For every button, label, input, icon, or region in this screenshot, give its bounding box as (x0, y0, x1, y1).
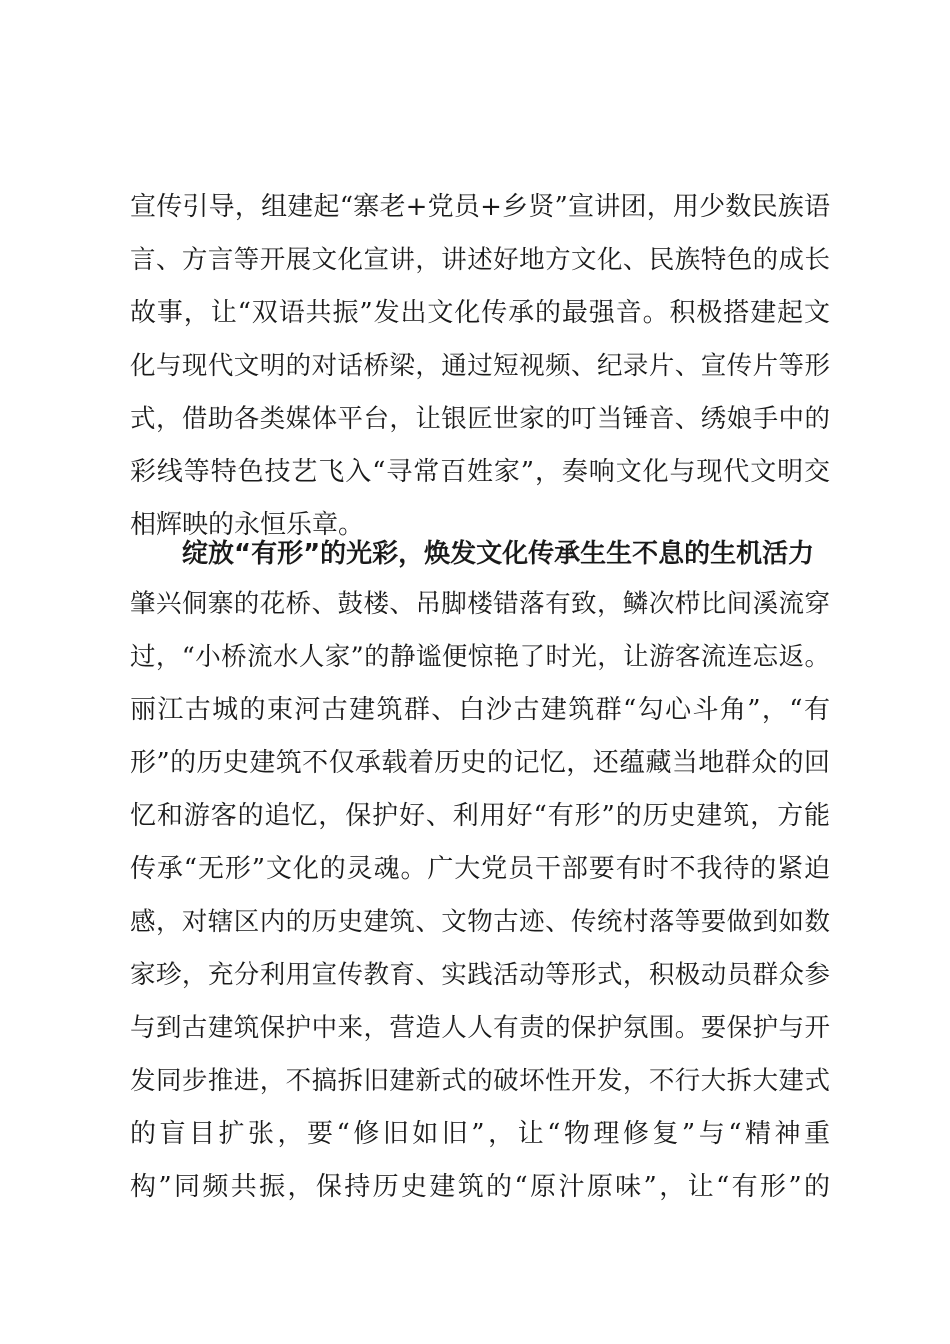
paragraph-line: 传承“无形”文化的灵魂。广大党员干部要有时不我待的紧迫 (130, 854, 830, 884)
paragraph-line: 构”同频共振，保持历史建筑的“原汁原味”，让“有形”的 (130, 1172, 830, 1202)
paragraph-1 (130, 181, 830, 552)
paragraph-line: 家珍，充分利用宣传教育、实践活动等形式，积极动员群众参 (130, 960, 830, 990)
paragraph-line: 化与现代文明的对话桥梁，通过短视频、纪录片、宣传片等形 (130, 351, 830, 381)
paragraph-line: 的盲目扩张，要“修旧如旧”，让“物理修复”与“精神重 (130, 1119, 830, 1149)
paragraph-line: 肇兴侗寨的花桥、鼓楼、吊脚楼错落有致，鳞次栉比间溪流穿 (130, 589, 830, 619)
paragraph-line: 过，“小桥流水人家”的静谧便惊艳了时光，让游客流连忘返。 (130, 642, 830, 672)
paragraph-line: 与到古建筑保护中来，营造人人有责的保护氛围。要保护与开 (130, 1013, 830, 1043)
paragraph-line: 丽江古城的束河古建筑群、白沙古建筑群“勾心斗角”，“有 (130, 695, 830, 725)
paragraph-line: 感，对辖区内的历史建筑、文物古迹、传统村落等要做到如数 (130, 907, 830, 937)
paragraph-line: 彩线等特色技艺飞入“寻常百姓家”，奏响文化与现代文明交 (130, 457, 830, 487)
paragraph-line: 忆和游客的追忆，保护好、利用好“有形”的历史建筑，方能 (130, 801, 830, 831)
paragraph-line: 发同步推进，不搞拆旧建新式的破坏性开发，不行大拆大建式 (130, 1066, 830, 1096)
paragraph-line: 形”的历史建筑不仅承载着历史的记忆，还蕴藏当地群众的回 (130, 748, 830, 778)
paragraph-line: 言、方言等开展文化宣讲，讲述好地方文化、民族特色的成长 (130, 245, 830, 275)
paragraph-line: 故事，让“双语共振”发出文化传承的最强音。积极搭建起文 (130, 298, 830, 328)
paragraph-line: 宣传引导，组建起“寨老+党员+乡贤”宣讲团，用少数民族语 (130, 192, 830, 222)
paragraph-line: 式，借助各类媒体平台，让银匠世家的叮当锤音、绣娘手中的 (130, 404, 830, 434)
paragraph-line: 相辉映的永恒乐章。 (130, 510, 365, 540)
section-heading-block (130, 528, 830, 581)
paragraph-2 (130, 578, 830, 1214)
section-heading: 绽放“有形”的光彩，焕发文化传承生生不息的生机活力 (182, 539, 815, 569)
